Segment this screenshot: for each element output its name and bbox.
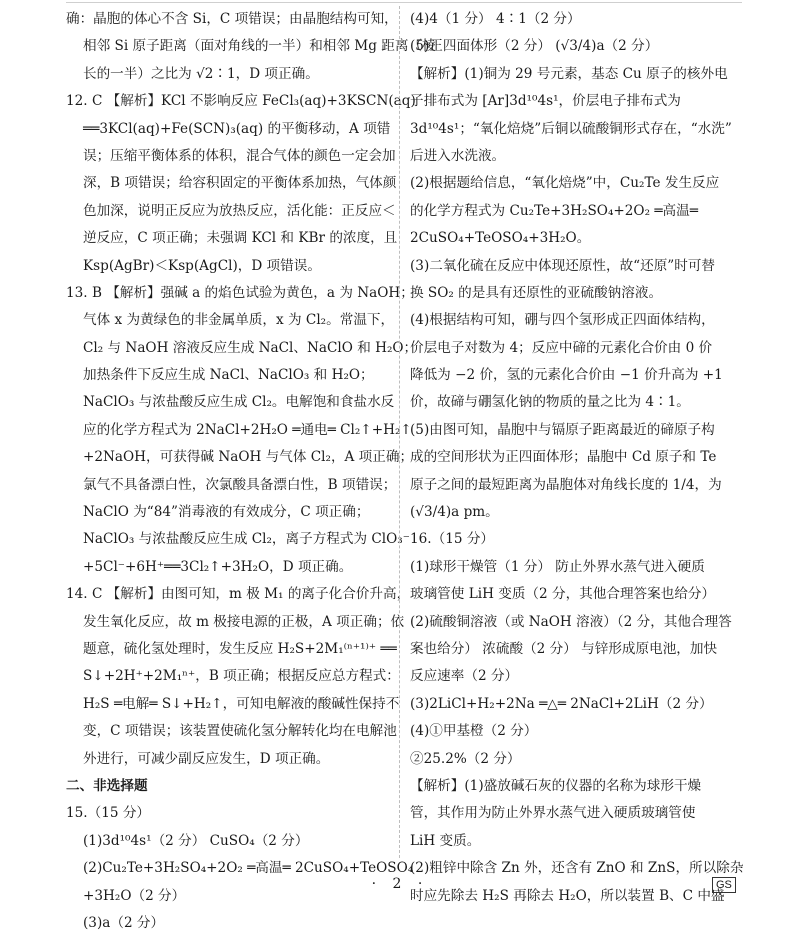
text-line: 时应先除去 H₂S 再除去 H₂O，所以装置 B、C 中盛 (410, 887, 725, 904)
text-line: (4)①甲基橙（2 分） (410, 723, 538, 740)
right-column (410, 6, 742, 910)
text-line: (2)Cu₂Te+3H₂SO₄+2O₂ ═高温═ 2CuSO₄+TeOSO₄ (83, 860, 414, 877)
text-line: 变，C 项错误；该装置使硫化氢分解转化均在电解池 (83, 723, 397, 740)
column-divider (399, 6, 400, 858)
text-line: 15.（15 分） (66, 805, 151, 822)
text-line: NaClO₃ 与浓盐酸反应生成 Cl₂，离子方程式为 ClO₃⁻ (83, 531, 410, 548)
text-line: 二、非选择题 (66, 777, 148, 794)
text-line: 逆反应，C 项正确；未强调 KCl 和 KBr 的浓度，且 (83, 230, 398, 247)
text-line: 【解析】(1)铜为 29 号元素，基态 Cu 原子的核外电 (410, 65, 728, 82)
text-line: (1)3d¹⁰4s¹（2 分） CuSO₄（2 分） (83, 832, 309, 849)
text-line: 12. C 【解析】KCl 不影响反应 FeCl₃(aq)+3KSCN(aq) (66, 93, 416, 110)
text-line: 长的一半）之比为 √2∶1，D 项正确。 (83, 65, 319, 82)
text-line: +5Cl⁻+6H⁺══3Cl₂↑+3H₂O，D 项正确。 (83, 558, 353, 575)
gs-badge: GS (712, 877, 736, 893)
text-line: 案也给分） 浓硫酸（2 分） 与锌形成原电池，加快 (410, 640, 718, 657)
text-line: (5)正四面体形（2 分） (√3/4)a（2 分） (410, 38, 659, 55)
text-line: 玻璃管使 LiH 变质（2 分，其他合理答案也给分） (410, 586, 716, 603)
text-line: NaClO 为“84”消毒液的有效成分，C 项正确； (83, 504, 370, 521)
text-line: 确：晶胞的体心不含 Si，C 项错误；由晶胞结构可知， (66, 11, 398, 27)
left-column (66, 6, 436, 937)
text-line: (4)根据结构可知，硼与四个氢形成正四面体结构， (410, 312, 715, 329)
text-line: 13. B 【解析】强碱 a 的焰色试验为黄色，a 为 NaOH； (66, 284, 414, 301)
text-line: (1)球形干燥管（1 分） 防止外界水蒸气进入硬质 (410, 558, 705, 575)
text-line: ②25.2%（2 分） (410, 750, 521, 767)
text-line: (3)2LiCl+H₂+2Na ═△═ 2NaCl+2LiH（2 分） (410, 695, 713, 712)
text-line: (√3/4)a pm。 (410, 504, 499, 521)
text-line: S↓+2H⁺+2M₁ⁿ⁺，B 项正确；根据反应总方程式： (83, 668, 400, 685)
text-line: 应的化学方程式为 2NaCl+2H₂O ═通电═ Cl₂↑+H₂↑ (83, 421, 412, 438)
top-rule (66, 2, 742, 3)
text-line: 题意，硫化氢处理时，发生反应 H₂S+2M₁⁽ⁿ⁺¹⁾⁺ ══ (83, 640, 397, 657)
text-line: 误；压缩平衡体系的体积，混合气体的颜色一定会加 (83, 147, 396, 164)
text-line: (3)二氧化硫在反应中体现还原性，故“还原”时可替 (410, 257, 716, 274)
text-line: (2)根据题给信息，“氧化焙烧”中，Cu₂Te 发生反应 (410, 175, 720, 192)
text-line: 外进行，可减少副反应发生，D 项正确。 (83, 750, 330, 767)
text-line: 3d¹⁰4s¹；“氧化焙烧”后铜以硫酸铜形式存在，“水洗” (410, 120, 732, 137)
text-line: 管，其作用为防止外界水蒸气进入硬质玻璃管使 (410, 805, 696, 822)
text-line: 16.（15 分） (410, 531, 495, 548)
text-line: 成的空间形状为正四面体形；晶胞中 Cd 原子和 Te (410, 449, 717, 466)
text-line: 【解析】(1)盛放碱石灰的仪器的名称为球形干燥 (410, 777, 702, 794)
text-line: +3H₂O（2 分） (83, 887, 186, 904)
text-line: LiH 变质。 (410, 832, 481, 849)
text-line: (2)硫酸铜溶液（或 NaOH 溶液）（2 分，其他合理答 (410, 613, 732, 630)
text-line: 后进入水洗液。 (410, 147, 506, 164)
text-line: 气体 x 为黄绿色的非金属单质，x 为 Cl₂。常温下， (83, 312, 395, 329)
text-line: NaClO₃ 与浓盐酸反应生成 Cl₂。电解饱和食盐水反 (83, 394, 395, 411)
text-line: (5)由图可知，晶胞中与镉原子距离最近的碲原子构 (410, 421, 715, 438)
text-line: 价，故碲与硼氢化钠的物质的量之比为 4∶1。 (410, 394, 690, 411)
text-line: 色加深，说明正反应为放热反应，活化能：正反应＜ (83, 202, 396, 219)
text-line: 的化学方程式为 Cu₂Te+3H₂SO₄+2O₂ ═高温═ (410, 202, 698, 219)
text-line: 14. C 【解析】由图可知，m 极 M₁ 的离子化合价升高， (66, 586, 411, 603)
text-line: 发生氧化反应，故 m 极接电源的正极，A 项正确；依 (83, 613, 405, 630)
text-line: 加热条件下反应生成 NaCl、NaClO₃ 和 H₂O； (83, 367, 374, 384)
text-line: +2NaOH，可获得碱 NaOH 与气体 Cl₂，A 项正确； (83, 449, 414, 466)
text-line: (2)粗锌中除含 Zn 外，还含有 ZnO 和 ZnS，所以除杂 (410, 860, 744, 877)
text-line: ══3KCl(aq)+Fe(SCN)₃(aq) 的平衡移动，A 项错 (83, 120, 391, 137)
text-line: (3)a（2 分） (83, 914, 165, 931)
text-line: 价层电子对数为 4；反应中碲的元素化合价由 0 价 (410, 339, 713, 356)
text-line: Cl₂ 与 NaOH 溶液反应生成 NaCl、NaClO 和 H₂O； (83, 339, 418, 356)
text-line: 2CuSO₄+TeOSO₄+3H₂O。 (410, 230, 591, 247)
text-line: 换 SO₂ 的是具有还原性的亚硫酸钠溶液。 (410, 284, 663, 301)
text-line: 降低为 −2 价，氢的元素化合价由 −1 价升高为 +1 (410, 367, 723, 384)
text-line: 氯气不具备漂白性，次氯酸具备漂白性，B 项错误； (83, 476, 397, 493)
page-number: · 2 · (371, 876, 429, 892)
text-line: 深，B 项错误；给容积固定的平衡体系加热，气体颜 (83, 175, 397, 192)
text-line: 子排布式为 [Ar]3d¹⁰4s¹，价层电子排布式为 (410, 93, 681, 110)
text-line: 原子之间的最短距离为晶胞体对角线长度的 1/4，为 (410, 476, 722, 493)
text-line: 反应速率（2 分） (410, 668, 519, 685)
text-line: 相邻 Si 原子距离（面对角线的一半）和相邻 Mg 距离（棱 (83, 38, 436, 55)
text-line: H₂S ═电解═ S↓+H₂↑，可知电解液的酸碱性保持不 (83, 695, 400, 712)
text-line: Ksp(AgBr)＜Ksp(AgCl)，D 项错误。 (83, 257, 321, 274)
text-line: (4)4（1 分） 4∶1（2 分） (410, 11, 581, 27)
